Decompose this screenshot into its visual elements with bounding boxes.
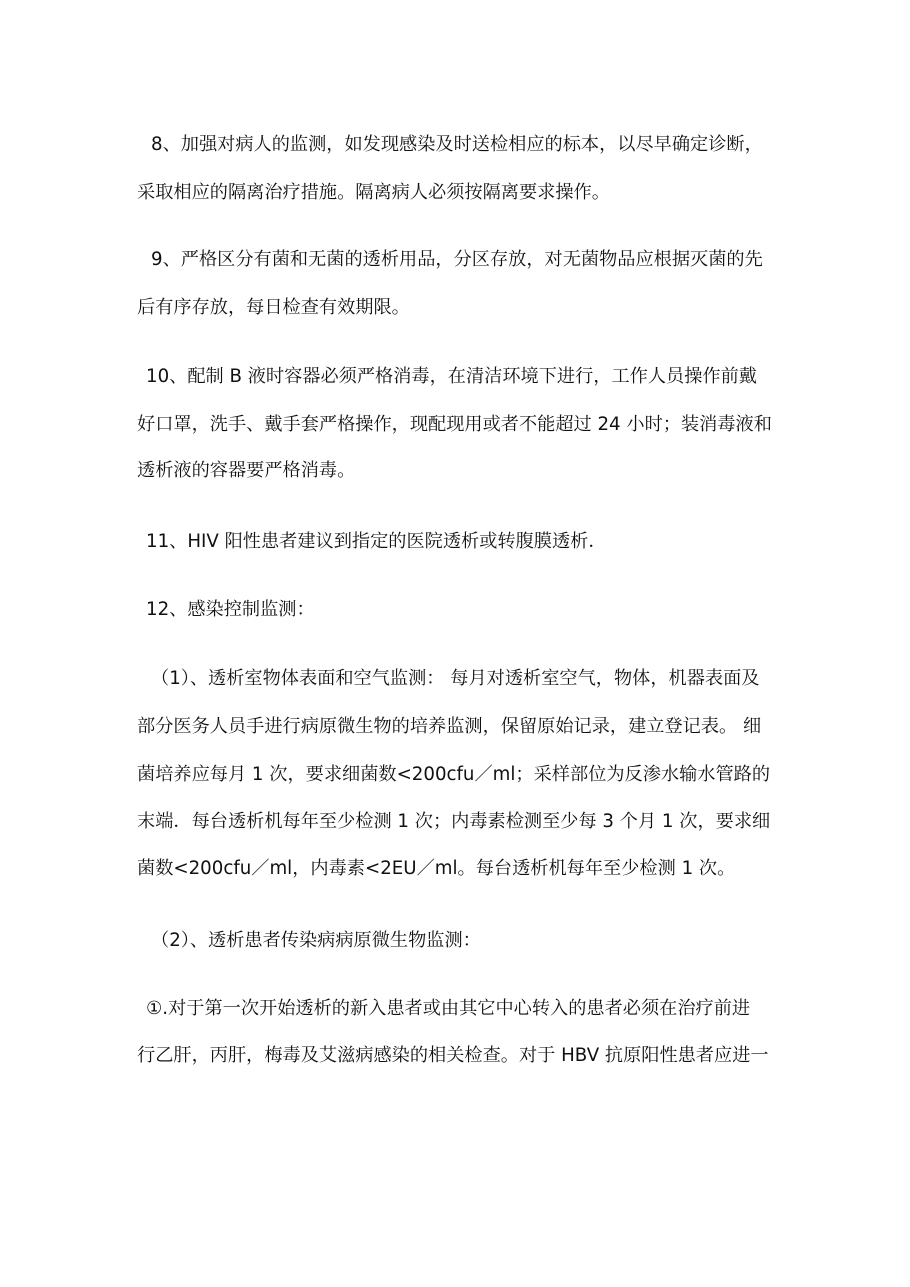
paragraph-10-line-2: 好口罩，洗手、戴手套严格操作，现配现用或者不能超过 24 小时；装消毒液和 (137, 414, 772, 435)
item-1-line-2: 行乙肝，丙肝，梅毒及艾滋病感染的相关检查。对于 HBV 抗原阳性患者应进一 (137, 1045, 769, 1066)
subsection-1-line-4: 末端．每台透析机每年至少检测 1 次；内毒素检测至少每 3 个月 1 次，要求细 (137, 811, 771, 832)
paragraph-8-line-2: 采取相应的隔离治疗措施。隔离病人必须按隔离要求操作。 (137, 182, 610, 203)
paragraph-11-line-1: 11、HIV 阳性患者建议到指定的医院透析或转腹膜透析． (146, 531, 607, 552)
paragraph-10-line-3: 透析液的容器要严格消毒。 (137, 460, 356, 481)
paragraph-9-line-1: 9、严格区分有菌和无菌的透析用品，分区存放，对无菌物品应根据灭菌的先 (151, 249, 763, 270)
subsection-1-line-1: （1）、透析室物体表面和空气监测： 每月对透析室空气，物体，机器表面及 (151, 668, 760, 689)
paragraph-10-line-1: 10、配制 B 液时容器必须严格消毒，在清洁环境下进行，工作人员操作前戴 (146, 366, 757, 387)
subsection-2-heading: （2）、透析患者传染病病原微生物监测： (151, 930, 481, 951)
paragraph-8-line-1: 8、加强对病人的监测，如发现感染及时送检相应的标本，以尽早确定诊断， (151, 134, 763, 155)
item-1-line-1: ①.对于第一次开始透析的新入患者或由其它中心转入的患者必须在治疗前进 (146, 998, 751, 1019)
paragraph-12-heading: 12、感染控制监测： (146, 599, 315, 620)
paragraph-9-line-2: 后有序存放，每日检查有效期限。 (137, 297, 410, 318)
subsection-1-line-5: 菌数<200cfu／ml，内毒素<2EU／ml。每台透析机每年至少检测 1 次。 (137, 858, 736, 879)
subsection-1-line-3: 菌培养应每月 1 次，要求细菌数<200cfu／ml；采样部位为反渗水输水管路的 (137, 764, 771, 785)
subsection-1-line-2: 部分医务人员手进行病原微生物的培养监测，保留原始记录，建立登记表。 细 (137, 716, 762, 737)
